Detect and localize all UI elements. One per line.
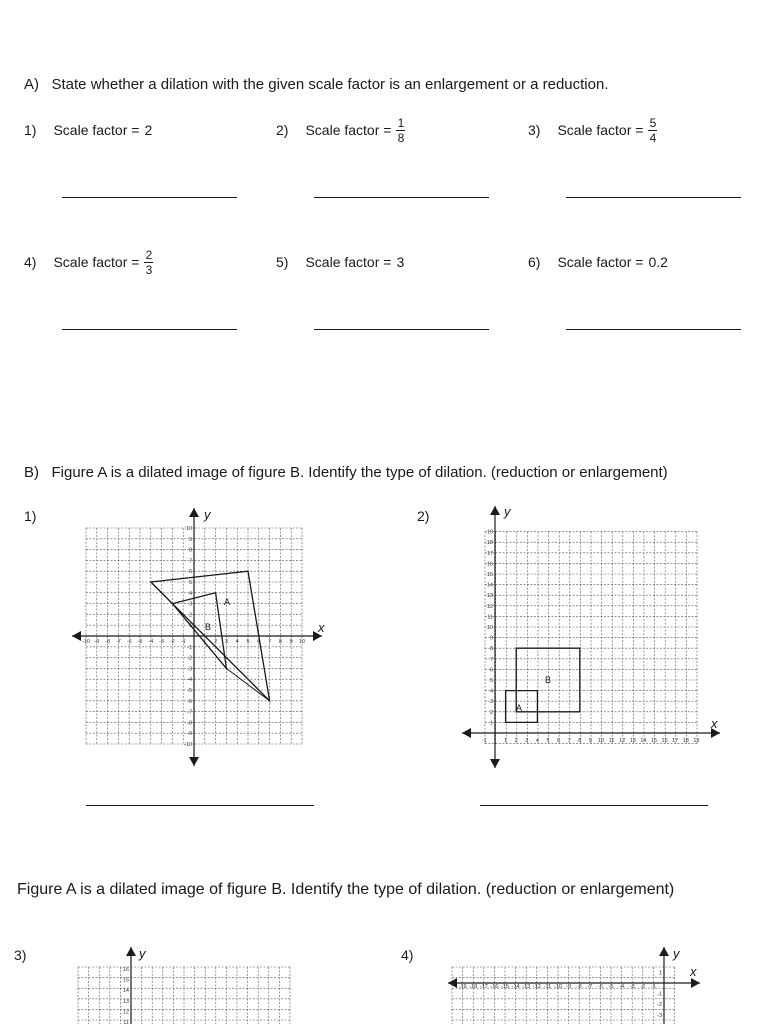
x-tick-label: -7 <box>115 639 121 645</box>
problem-label: Scale factor = <box>557 254 644 270</box>
axis-arrowhead <box>189 508 199 517</box>
x-tick-label: -6 <box>126 639 132 645</box>
y-tick-label: 10 <box>486 625 493 631</box>
x-tick-label: -8 <box>576 984 582 990</box>
x-tick-label: -7 <box>587 984 593 990</box>
section-c-heading: Figure A is a dilated image of figure B. Identify the type of dilation. (reduction or enlargement) <box>17 881 675 898</box>
x-tick-label: -3 <box>159 639 165 645</box>
y-tick-label: -5 <box>187 688 192 694</box>
x-tick-label: -14 <box>511 984 520 990</box>
axis-arrowhead <box>72 631 81 641</box>
axis-arrowhead <box>490 506 500 515</box>
denominator: 4 <box>649 130 657 145</box>
x-tick-label: -9 <box>94 639 100 645</box>
x-tick-label: 2 <box>214 639 218 645</box>
numerator: 5 <box>649 115 657 130</box>
y-tick-label: 4 <box>489 688 493 695</box>
y-axis-label: y <box>673 946 680 961</box>
x-tick-label: -5 <box>608 984 614 990</box>
axis-arrowhead <box>189 757 199 766</box>
y-tick-label: -8 <box>187 720 192 727</box>
y-tick-label: 16 <box>486 561 493 568</box>
x-tick-label: -8 <box>105 639 111 645</box>
problem-label: Scale factor = <box>305 254 392 270</box>
x-tick-label: 3 <box>224 639 228 645</box>
problem-number: 3) <box>528 122 541 138</box>
x-tick-label: -10 <box>82 639 90 645</box>
graph-3 <box>78 946 290 1024</box>
problem-number: 4) <box>24 254 37 270</box>
x-tick-label: 12 <box>619 738 626 744</box>
section-b-heading: B) Figure A is a dilated image of figure B. Identify the type of dilation. (reduction or enlargement) <box>24 464 668 481</box>
question-number: 2) <box>417 508 430 524</box>
figure-a-label: A <box>516 703 523 713</box>
y-tick-label: 18 <box>486 540 493 547</box>
x-tick-label: 7 <box>567 738 571 744</box>
x-tick-label: -13 <box>522 984 531 990</box>
y-tick-label: -2 <box>187 655 192 662</box>
figure-b-label: B <box>545 675 552 685</box>
y-tick-label: 3 <box>489 699 493 706</box>
figure-a-label: A <box>224 597 231 607</box>
x-tick-label: 11 <box>608 738 615 744</box>
y-tick-label: 7 <box>489 656 493 663</box>
x-tick-label: 17 <box>672 738 679 744</box>
question-number: 3) <box>14 947 27 963</box>
y-tick-label: 11 <box>487 614 493 621</box>
x-tick-label: 9 <box>588 738 592 744</box>
y-tick-label: 19 <box>486 529 493 536</box>
denominator: 3 <box>145 262 153 277</box>
y-tick-label: -3 <box>187 666 192 673</box>
answer-line-b1[interactable] <box>86 805 314 806</box>
graph-2 <box>462 504 720 768</box>
x-tick-label: 5 <box>246 639 250 645</box>
problem-label: Scale factor = <box>53 122 140 138</box>
y-tick-label: 16 <box>122 967 129 973</box>
problem-label: Scale factor = <box>557 122 644 138</box>
scale-factor-value: 3 <box>396 254 405 270</box>
x-tick-label: 13 <box>629 738 636 744</box>
y-tick-label: 8 <box>489 646 493 653</box>
x-axis-label: x <box>711 716 718 731</box>
x-tick-label: -3 <box>629 984 635 990</box>
y-tick-label: 2 <box>489 709 493 716</box>
denominator: 8 <box>397 130 405 145</box>
x-tick-label: -1 <box>650 984 656 990</box>
axis-arrowhead <box>490 759 500 768</box>
y-axis-label: y <box>204 507 211 522</box>
y-axis-label: y <box>139 946 146 961</box>
x-tick-label: 4 <box>535 738 539 744</box>
x-tick-label: 5 <box>546 738 550 744</box>
x-tick-label: -10 <box>554 984 562 990</box>
x-tick-label: -11 <box>543 984 552 990</box>
axis-arrowhead <box>691 978 700 988</box>
y-tick-label: 1 <box>658 970 662 977</box>
x-tick-label: -1 <box>180 639 186 645</box>
x-tick-label: 6 <box>257 639 261 645</box>
graph-1 <box>72 507 325 766</box>
y-tick-label: -9 <box>187 731 192 738</box>
y-tick-label: 9 <box>489 635 493 642</box>
answer-line-b2[interactable] <box>480 805 708 806</box>
y-tick-label: 13 <box>122 998 129 1005</box>
problem-label: Scale factor = <box>305 122 392 138</box>
y-tick-label: 5 <box>489 678 493 684</box>
x-tick-label: 9 <box>289 639 293 645</box>
y-tick-label: 7 <box>188 558 192 565</box>
x-tick-label: 7 <box>268 639 272 645</box>
y-axis-label: y <box>504 504 511 519</box>
y-tick-label: 12 <box>486 603 493 610</box>
x-axis-label: x <box>318 620 325 635</box>
y-tick-label: -1 <box>187 644 192 651</box>
y-tick-label: 4 <box>188 590 192 597</box>
x-tick-label: -15 <box>501 984 509 990</box>
x-tick-label: 4 <box>235 639 239 645</box>
axis-arrowhead <box>659 947 669 956</box>
x-tick-label: 14 <box>640 738 647 744</box>
x-tick-label: 8 <box>578 738 582 744</box>
x-tick-label: -19 <box>458 984 467 990</box>
y-tick-label: 6 <box>188 569 192 576</box>
x-tick-label: -16 <box>490 984 499 990</box>
y-tick-label: 15 <box>486 572 493 578</box>
x-tick-label: -1 <box>481 738 487 744</box>
y-tick-label: -4 <box>187 677 192 684</box>
x-tick-label: -4 <box>148 639 154 645</box>
y-tick-label: 14 <box>122 988 129 995</box>
x-tick-label: 16 <box>661 738 668 744</box>
y-tick-label: 11 <box>123 1020 129 1024</box>
x-axis-label: x <box>690 964 697 979</box>
question-number: 1) <box>24 508 37 524</box>
axis-arrowhead <box>448 978 457 988</box>
y-tick-label: 3 <box>188 601 192 608</box>
scale-factor-value: 0.2 <box>648 254 668 270</box>
y-tick-label: 10 <box>185 526 192 532</box>
y-tick-label: 8 <box>188 547 192 554</box>
y-tick-label: 9 <box>188 536 192 543</box>
scale-factor-value: 2 <box>144 122 153 138</box>
x-tick-label: 8 <box>278 639 282 645</box>
y-tick-label: 6 <box>489 667 493 674</box>
numerator: 2 <box>145 247 153 262</box>
y-tick-label: 14 <box>486 582 493 589</box>
x-tick-label: -12 <box>532 984 541 990</box>
x-tick-label: -6 <box>597 984 603 990</box>
y-tick-label: 12 <box>122 1009 129 1016</box>
x-tick-label: -5 <box>137 639 143 645</box>
problem-number: 5) <box>276 254 289 270</box>
y-tick-label: -1 <box>657 991 662 998</box>
x-tick-label: 1 <box>504 738 508 744</box>
x-tick-label: 18 <box>682 738 689 744</box>
problem-number: 6) <box>528 254 541 270</box>
graph-4 <box>448 946 700 1024</box>
x-tick-label: 6 <box>557 738 561 744</box>
y-tick-label: 17 <box>486 550 493 557</box>
numerator: 1 <box>397 115 405 130</box>
question-number: 4) <box>401 947 414 963</box>
x-tick-label: 10 <box>597 738 605 744</box>
section-a-heading: A) State whether a dilation with the given scale factor is an enlargement or a reduction. <box>24 76 609 93</box>
y-tick-label: 5 <box>188 580 192 586</box>
problem-label: Scale factor = <box>53 254 140 270</box>
y-tick-label: 13 <box>486 593 493 600</box>
x-tick-label: -4 <box>619 984 625 990</box>
x-tick-label: -18 <box>469 984 478 990</box>
y-tick-label: 2 <box>188 612 192 619</box>
axis-arrowhead <box>126 947 136 956</box>
x-tick-label: -17 <box>479 984 488 990</box>
y-tick-label: -6 <box>187 698 192 705</box>
x-tick-label: 3 <box>525 738 529 744</box>
y-tick-label: 1 <box>188 623 192 630</box>
y-tick-label: -10 <box>184 742 192 748</box>
y-tick-label: -2 <box>657 1002 662 1009</box>
problem-number: 2) <box>276 122 289 138</box>
axis-arrowhead <box>462 728 471 738</box>
x-tick-label: -2 <box>640 984 646 990</box>
y-tick-label: -3 <box>657 1012 662 1019</box>
x-tick-label: -2 <box>169 639 175 645</box>
figure-b-label: B <box>205 622 212 632</box>
x-tick-label: 15 <box>650 738 658 744</box>
x-tick-label: 19 <box>693 738 700 744</box>
x-tick-label: 1 <box>203 639 207 645</box>
x-tick-label: 10 <box>298 639 306 645</box>
y-tick-label: 1 <box>489 720 493 727</box>
y-tick-label: -7 <box>187 709 192 716</box>
y-tick-label: 15 <box>122 977 129 984</box>
problem-number: 1) <box>24 122 37 138</box>
x-tick-label: -9 <box>566 984 572 990</box>
x-tick-label: 2 <box>514 738 518 744</box>
